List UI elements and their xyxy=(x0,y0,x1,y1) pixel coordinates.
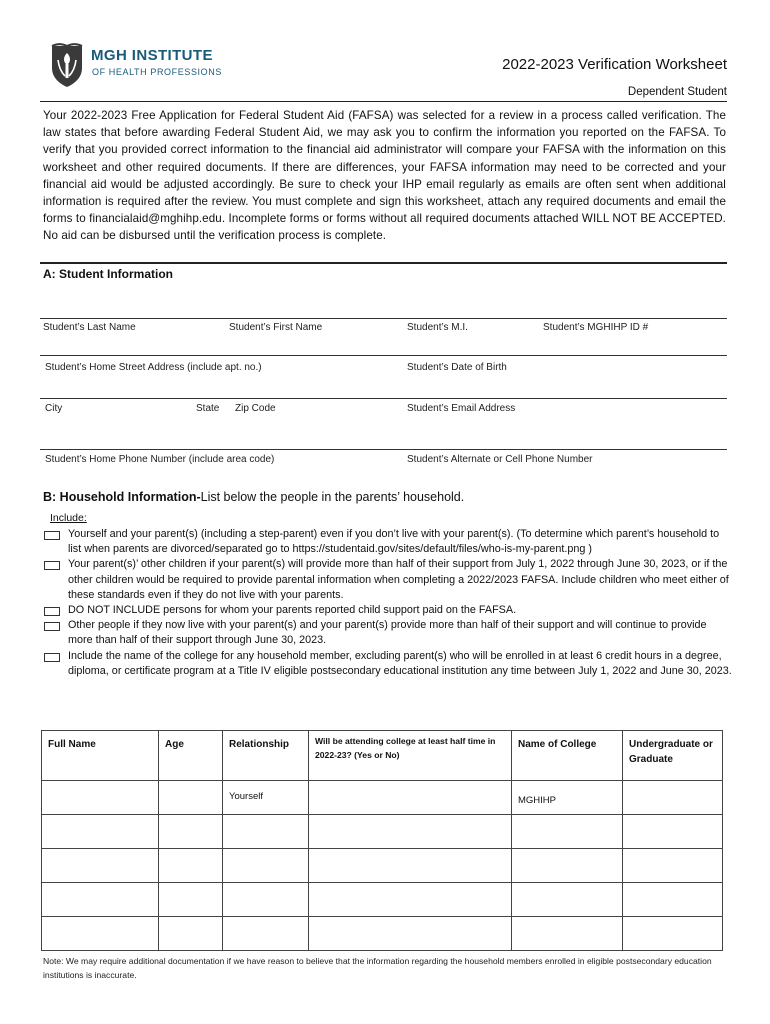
age-cell[interactable] xyxy=(159,815,223,849)
address-line[interactable] xyxy=(40,355,727,356)
level-header: Undergraduate or Graduate xyxy=(623,731,723,781)
mi-label: Student’s M.I. xyxy=(407,322,468,333)
level-cell[interactable] xyxy=(623,917,723,951)
institute-logo xyxy=(50,42,250,90)
checkbox[interactable] xyxy=(44,531,60,540)
checklist-item xyxy=(43,557,733,603)
header-divider xyxy=(40,101,727,102)
first-name-label: Student’s First Name xyxy=(229,322,323,333)
city-line[interactable] xyxy=(40,398,727,399)
relationship-cell[interactable]: Yourself xyxy=(223,781,309,815)
full-name-cell[interactable] xyxy=(42,883,159,917)
section-b-title-rest: List below the people in the parents’ household. xyxy=(200,490,465,504)
relationship-header: Relationship xyxy=(223,731,309,781)
full-name-cell[interactable] xyxy=(42,849,159,883)
footnote: Note: We may require additional documentation if we have reason to believe that the information regarding the household members enrolled in eligible postsecondary education institutions is inaccurate. xyxy=(43,956,712,980)
shield-torch-icon xyxy=(50,42,84,88)
checklist-item-text: DO NOT INCLUDE persons for whom your parents reported child support paid on the FAFSA. xyxy=(68,604,517,617)
age-cell[interactable] xyxy=(159,883,223,917)
checklist-item-text: Yourself and your parent(s) (including a step-parent) even if you don’t live with your parent(s). (To determine which parent’s household to list when parents are divorced/separated go to https://studentaid.gov/sites/default/files/who-is-my-parent.png ) xyxy=(68,528,720,556)
attending-header: Will be attending college at least half time in 2022-23? (Yes or No) xyxy=(309,731,512,781)
college-cell[interactable] xyxy=(512,815,623,849)
college-cell[interactable] xyxy=(512,917,623,951)
age-cell[interactable] xyxy=(159,849,223,883)
full-name-cell[interactable] xyxy=(42,917,159,951)
relationship-cell[interactable] xyxy=(223,917,309,951)
age-header: Age xyxy=(159,731,223,781)
checklist-item-text: Other people if they now live with your parent(s) and your parent(s) provide more than half of their support and will continue to provide more than half of their support through June 30, 2023. xyxy=(68,619,707,647)
age-cell[interactable] xyxy=(159,781,223,815)
logo-title: MGH INSTITUTE xyxy=(91,47,213,64)
attending-cell[interactable] xyxy=(309,917,512,951)
student-id-label: Student’s MGHIHP ID # xyxy=(543,322,649,333)
include-checklist xyxy=(43,527,733,679)
checklist-item xyxy=(43,618,733,648)
full-name-header: Full Name xyxy=(42,731,159,781)
checkbox[interactable] xyxy=(44,653,60,662)
table-header-row xyxy=(42,731,723,781)
full-name-cell[interactable] xyxy=(42,815,159,849)
phone-line[interactable] xyxy=(40,449,727,450)
checkbox[interactable] xyxy=(44,607,60,616)
attending-cell[interactable] xyxy=(309,781,512,815)
college-header: Name of College xyxy=(512,731,623,781)
logo-subtitle: OF HEALTH PROFESSIONS xyxy=(92,67,222,77)
level-cell[interactable] xyxy=(623,849,723,883)
dob-label: Student’s Date of Birth xyxy=(407,362,507,373)
email-label: Student’s Email Address xyxy=(407,403,516,414)
level-cell[interactable] xyxy=(623,883,723,917)
table-row xyxy=(42,849,723,883)
level-cell[interactable] xyxy=(623,781,723,815)
college-cell[interactable] xyxy=(512,883,623,917)
name-line[interactable] xyxy=(40,318,727,319)
last-name-label: Student’s Last Name xyxy=(43,322,136,333)
intro-paragraph: Your 2022-2023 Free Application for Federal Student Aid (FAFSA) was selected for a review in a process called verification. The law states that before awarding Federal Student Aid, we may ask you to confirm the information you reported on the FAFSA. To verify that you provided correct information to the financial aid administrator will compare your FAFSA with the information on this worksheet and other required documents. If there are differences, your FAFSA information may need to be corrected and your financial aid would be adjusted accordingly. Be sure to check your IHP email regularly as emails are often sent when additional information is required after the review. You must complete and sign this worksheet, attach any required documents and email the forms to financialaid@mghihp.edu. Incomplete forms or forms without all required documents attached WILL NOT BE ACCEPTED. No aid can be disbursed until the verification process is complete. xyxy=(43,109,726,243)
full-name-cell[interactable] xyxy=(42,781,159,815)
age-cell[interactable] xyxy=(159,917,223,951)
document-subtitle: Dependent Student xyxy=(627,86,727,98)
relationship-cell[interactable] xyxy=(223,883,309,917)
checklist-item-text: Your parent(s)’ other children if your parent(s) will provide more than half of their support from July 1, 2022 through June 30, 2023, or if the other children would be required to provide parental information when completing a 2022/2023 FAFSA. Include children who meet either of these standards even if they do not live with your parents. xyxy=(68,558,729,601)
section-a-divider xyxy=(40,262,727,264)
college-cell[interactable] xyxy=(512,849,623,883)
section-a-title: A: Student Information xyxy=(43,267,173,281)
level-cell[interactable] xyxy=(623,815,723,849)
section-b-heading xyxy=(43,490,464,504)
include-label: Include: xyxy=(50,512,87,524)
checkbox[interactable] xyxy=(44,561,60,570)
college-cell[interactable]: MGHIHP xyxy=(512,781,623,815)
home-phone-label: Student’s Home Phone Number (include area code) xyxy=(45,454,275,465)
table-row xyxy=(42,883,723,917)
checklist-item xyxy=(43,649,733,679)
address-label: Student’s Home Street Address (include apt. no.) xyxy=(45,362,262,373)
table-row xyxy=(42,781,723,815)
household-table xyxy=(41,730,723,951)
checklist-item xyxy=(43,603,733,618)
checklist-item xyxy=(43,527,733,557)
relationship-cell[interactable] xyxy=(223,815,309,849)
section-b-title: B: Household Information- xyxy=(43,490,201,504)
table-row xyxy=(42,815,723,849)
attending-cell[interactable] xyxy=(309,849,512,883)
alt-phone-label: Student’s Alternate or Cell Phone Number xyxy=(407,454,593,465)
attending-cell[interactable] xyxy=(309,815,512,849)
table-row xyxy=(42,917,723,951)
document-title: 2022-2023 Verification Worksheet xyxy=(502,56,727,73)
checklist-item-text: Include the name of the college for any household member, excluding parent(s) who will be enrolled in at least 6 credit hours in a degree, diploma, or certificate program at a Title IV eligible postsecondary educational institution any time between July 1, 2022 and June 30, 2023. xyxy=(68,649,732,677)
relationship-cell[interactable] xyxy=(223,849,309,883)
attending-cell[interactable] xyxy=(309,883,512,917)
state-label: State xyxy=(196,403,220,414)
checkbox[interactable] xyxy=(44,622,60,631)
zip-label: Zip Code xyxy=(235,403,276,414)
city-label: City xyxy=(45,403,63,414)
